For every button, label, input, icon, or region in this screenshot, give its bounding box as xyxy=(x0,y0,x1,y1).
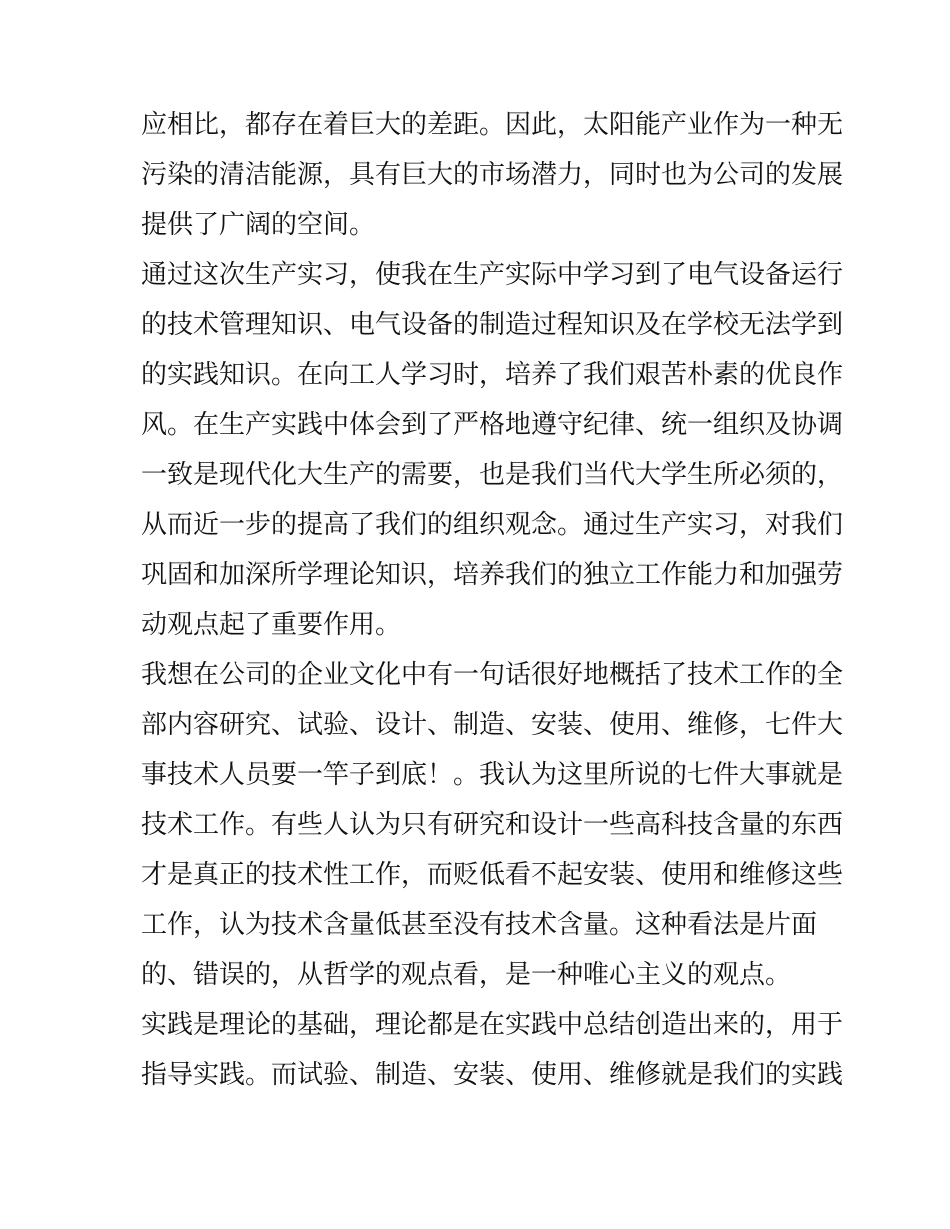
text-line: 的、错误的，从哲学的观点看，是一种唯心主义的观点。 xyxy=(141,960,792,990)
text-line: 污染的清洁能源，具有巨大的市场潜力，同时也为公司的发展 xyxy=(141,160,844,190)
text-line: 应相比，都存在着巨大的差距。因此，太阳能产业作为一种无 xyxy=(141,110,844,140)
body-text xyxy=(141,100,844,1100)
text-line: 工作，认为技术含量低甚至没有技术含量。这种看法是片面 xyxy=(141,910,818,940)
text-line: 技术工作。有些人认为只有研究和设计一些高科技含量的东西 xyxy=(141,810,844,840)
text-line: 事技术人员要一竿子到底！。我认为这里所说的七件大事就是 xyxy=(141,760,844,790)
text-line: 部内容研究、试验、设计、制造、安装、使用、维修，七件大 xyxy=(141,710,844,740)
text-line: 巩固和加深所学理论知识，培养我们的独立工作能力和加强劳 xyxy=(141,560,844,590)
text-line: 的实践知识。在向工人学习时，培养了我们艰苦朴素的优良作 xyxy=(141,360,844,390)
text-line: 一致是现代化大生产的需要，也是我们当代大学生所必须的， xyxy=(141,460,844,490)
text-line: 我想在公司的企业文化中有一句话很好地概括了技术工作的全 xyxy=(141,660,844,690)
text-line: 从而近一步的提高了我们的组织观念。通过生产实习，对我们 xyxy=(141,510,844,540)
text-line: 提供了广阔的空间。 xyxy=(141,210,376,240)
text-line: 实践是理论的基础，理论都是在实践中总结创造出来的，用于 xyxy=(141,1010,844,1040)
text-line: 动观点起了重要作用。 xyxy=(141,610,402,640)
text-line: 风。在生产实践中体会到了严格地遵守纪律、统一组织及协调 xyxy=(141,410,844,440)
text-line: 的技术管理知识、电气设备的制造过程知识及在学校无法学到 xyxy=(141,310,844,340)
text-line: 才是真正的技术性工作，而贬低看不起安装、使用和维修这些 xyxy=(141,860,844,890)
text-line: 指导实践。而试验、制造、安装、使用、维修就是我们的实践 xyxy=(141,1060,844,1090)
text-line: 通过这次生产实习，使我在生产实际中学习到了电气设备运行 xyxy=(141,260,844,290)
